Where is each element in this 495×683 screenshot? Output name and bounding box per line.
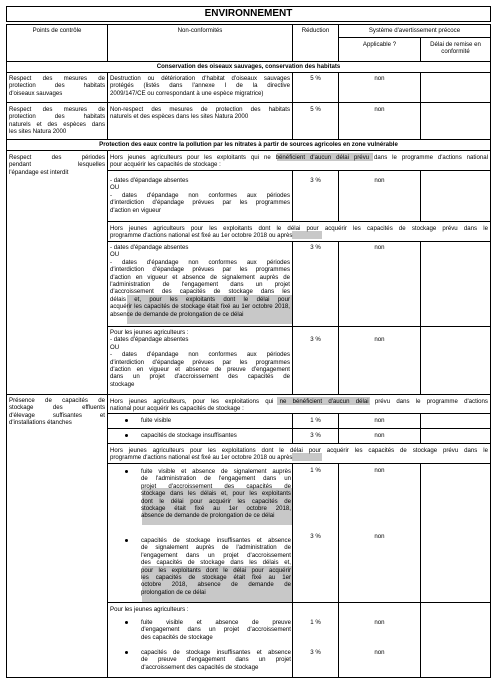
s3b3-app-cell: [338, 602, 421, 678]
header-points: Points de contrôle: [32, 27, 82, 34]
s3b1-intro: Hors jeunes agriculteurs, pour les exploitations qui ne bénéficient d'aucun délai prévu dans le programme d'actions national pour acquérir les capacités de stockage :: [110, 398, 488, 413]
s3b3-intro: Pour les jeunes agriculteurs :: [110, 606, 189, 613]
s3b1-item2-reduction: 3 %: [310, 432, 321, 439]
s2b1-delai-cell: [420, 170, 491, 222]
s1r1-point: Respect des mesures de protection des habitats d'oiseaux sauvages: [9, 75, 105, 97]
s2b2-intro: Hors jeunes agriculteurs pour les exploitants dont le délai pour acquérir les capacités de stockage prévu dans le programme d'actions national est fixé au 1er octobre 2018 ou après: [110, 225, 488, 240]
s1r2-point: Respect des mesures de protection des habitats naturels et des espèces dans les sites Natura 2000: [9, 106, 105, 136]
s1r1-nonconformity: Destruction ou détérioration d'habitat d'oiseaux sauvages protégés (listés dans l'annexe I de la directive 2009/147/CE ou correspondant à une espèce migratrice): [110, 75, 290, 97]
header-system: Système d'avertissement précoce: [368, 27, 461, 34]
page-title: ENVIRONNEMENT: [204, 8, 293, 19]
s3b3-item2-applicable: non: [374, 649, 385, 656]
s3b2-intro: Hors jeunes agriculteurs pour les exploitations dont le délai pour acquérir les capacités de stockage prévu dans le programme d'actions national est fixé au 1er octobre 2018 ou après: [110, 447, 488, 462]
s3b1-item1: fuite visible: [141, 417, 172, 424]
s3b2-item1: fuite visible et absence de signalement auprès de l'administration de l'engagement dans un projet d'accroissement des capacités de stockage dans les délais et, pour les exploitants dont le délai pour acquérir les capacités de stockage était fixé au 1er octobre 2018, absence de demande de prolongation de ce délai: [141, 468, 291, 520]
s3b1-i1-delai: [420, 413, 491, 429]
s3b3-item1: fuite visible et absence de preuve d'engagement dans un projet d'accroissement des capacités de stockage: [141, 619, 291, 641]
s2b2-app-cell: [338, 241, 421, 327]
s1r2-delai-cell: [420, 102, 491, 140]
s3b2-item1-applicable: non: [374, 467, 385, 474]
s2b1-reduction: 3 %: [310, 177, 321, 184]
s2-point: Respect des périodes pendant lesquelles l'épandage est interdit: [9, 154, 105, 176]
s3b3-item1-applicable: non: [374, 619, 385, 626]
s3b3-item2: capacités de stockage insuffisantes et absence de preuve d'engagement dans un projet d'accroissement des capacités de stockage: [141, 649, 291, 671]
s2b1-intro: Hors jeunes agriculteurs pour les exploitants qui ne bénéficient d'aucun délai prévu dans le programme d'actions national pour acquérir les capacités de stockage :: [110, 154, 488, 169]
s3b1-item2-applicable: non: [374, 432, 385, 439]
s2b1-applicable: non: [374, 177, 385, 184]
header-delai-1: Délai de remise en: [430, 41, 481, 48]
s3b2-item2: capacités de stockage insuffisantes et absence de signalement auprès de l'administration de l'engagement dans un projet d'accroissement des capacités de stockage dans les délais et, pour les exploitants dont le délai pour acquérir les capacités de stockage était fixé au 1er octobre 2018, absence de demande de prolongation de ce délai: [141, 537, 291, 596]
s3b1-item1-applicable: non: [374, 417, 385, 424]
s3b2-item2-reduction: 3 %: [310, 533, 321, 540]
bullet-icon: [125, 419, 128, 422]
s2b3-items: Pour les jeunes agriculteurs : - dates d'épandage absentes OU - dates d'épandage non conformes aux périodes d'interdiction d'épandage prévues par les programmes d'action en vigueur et absence de preuve d'engagement dans un projet d'accroissement des capacités de stockage: [110, 329, 290, 388]
s2b2-applicable: non: [374, 244, 385, 251]
s2b2-red-cell: [292, 241, 339, 327]
s3b2-delai-cell: [420, 463, 491, 603]
header-nonconf: Non-conformités: [177, 27, 223, 34]
s3b3-red-cell: [292, 602, 339, 678]
bullet-icon: [125, 539, 128, 542]
header-applicable: Applicable ?: [362, 41, 397, 48]
s3b1-i1-nc: [107, 413, 293, 429]
bullet-icon: [125, 621, 128, 624]
header-reduction: Réduction: [301, 27, 330, 34]
s3b3-item2-reduction: 3 %: [310, 649, 321, 656]
s2b3-delai-cell: [420, 326, 491, 395]
s2b2-items: - dates d'épandage absentes OU - dates d'épandage non conformes aux périodes d'interdiction d'épandage prévues par les programmes d'action en vigueur et absence de signalement auprès de l'administration de l'engagement dans un projet d'accroissement des capacités de stockage dans les délais et, pour les exploitants dont le délai pour acquérir les capacités de stockage était fixé au 1er octobre 2018, absence de demande de prolongation de ce délai: [110, 244, 290, 318]
s2-point-cell: [6, 150, 108, 395]
s2b3-applicable: non: [374, 336, 385, 343]
s3b1-i2-delai: [420, 428, 491, 444]
s2b3-reduction: 3 %: [310, 336, 321, 343]
s1r2-nonconformity: Non-respect des mesures de protection des habitats naturels et des espèces dans les sites Natura 2000: [110, 106, 290, 121]
s1r2-reduction: 5 %: [310, 106, 321, 113]
s1r1-delai-cell: [420, 72, 491, 103]
bullet-icon: [125, 470, 128, 473]
s3-point: Présence de capacités de stockage des effluents d'élevage suffisantes et d'installations étanches: [9, 397, 105, 427]
s3b1-item2: capacités de stockage insuffisantes: [141, 432, 237, 439]
s1r1-applicable: non: [374, 75, 385, 82]
s3b2-item1-reduction: 1 %: [310, 467, 321, 474]
s1r1-reduction: 5 %: [310, 75, 321, 82]
s2b2-reduction: 3 %: [310, 244, 321, 251]
s3-point-cell: [6, 394, 108, 678]
section2-title: Protection des eaux contre la pollution par les nitrates à partir de sources agricoles en zone vulnérable: [99, 141, 398, 148]
s2b1-items: - dates d'épandage absentes OU - dates d'épandage non conformes aux périodes d'interdiction d'épandage prévues par les programmes d'action en vigueur: [110, 177, 290, 214]
s3b3-delai-cell: [420, 602, 491, 678]
s3b1-item1-reduction: 1 %: [310, 417, 321, 424]
section1-title: Conservation des oiseaux sauvages, conservation des habitats: [156, 63, 341, 70]
bullet-icon: [125, 434, 128, 437]
s3b3-item1-reduction: 1 %: [310, 619, 321, 626]
bullet-icon: [125, 651, 128, 654]
header-delai-2: conformité: [441, 48, 470, 55]
s2b2-delai-cell: [420, 241, 491, 327]
s1r2-applicable: non: [374, 106, 385, 113]
s3b2-item2-applicable: non: [374, 533, 385, 540]
